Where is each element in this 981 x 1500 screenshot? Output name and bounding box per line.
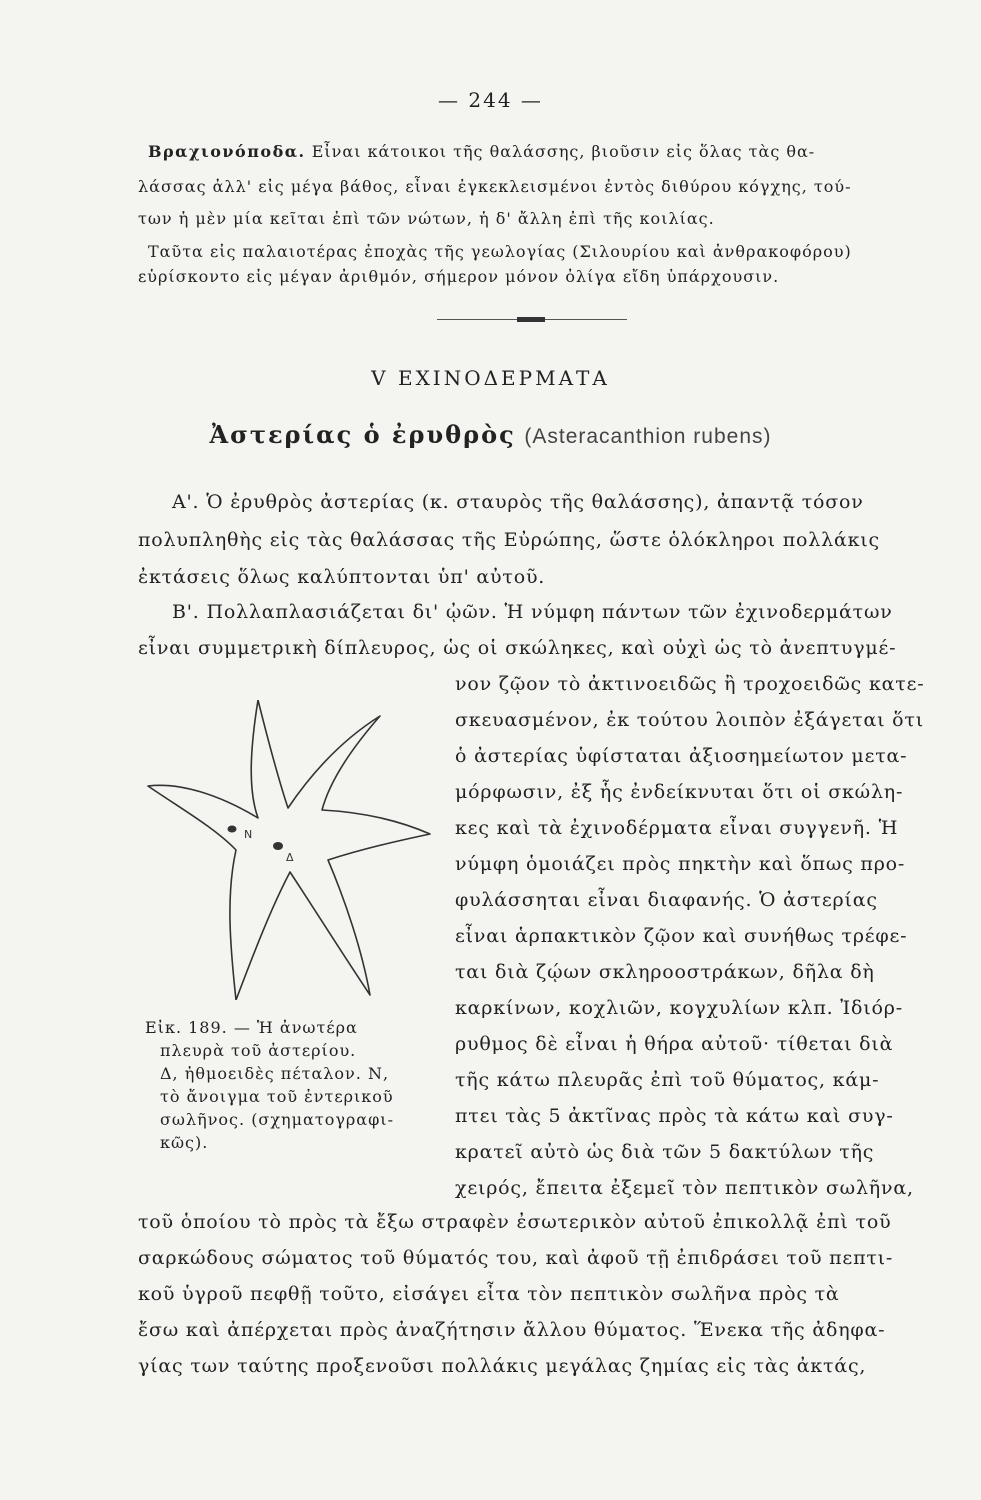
section-title: V ΕΧΙΝΟΔΕΡΜΑΤΑ bbox=[371, 366, 610, 390]
figure-label-n: N bbox=[244, 828, 253, 841]
bottom-line: τοῦ ὁποίου τὸ πρὸς τὰ ἔξω στραφὲν ἐσωτερικὸν αὐτοῦ ἐπικολλᾷ ἐπὶ τοῦ bbox=[138, 1211, 892, 1233]
figure-label-d: Δ bbox=[286, 851, 294, 864]
figure-caption-line: Δ, ἠθμοειδὲς πέταλον. Ν, bbox=[160, 1064, 390, 1083]
starfish-icon bbox=[140, 700, 450, 1000]
body-line: Α'. Ὁ ἐρυθρὸς ἀστερίας (κ. σταυρὸς τῆς θαλάσσης), ἀπαντᾷ τόσον bbox=[172, 491, 864, 513]
right-column-line: μόρφωσιν, ἐξ ἧς ἐνδείκνυται ὅτι οἱ σκώλη- bbox=[455, 781, 904, 803]
right-column-line: εἶναι ἁρπακτικὸν ζῷον καὶ συνήθως τρέφε- bbox=[455, 925, 908, 947]
right-column-line: ὁ ἀστερίας ὑφίσταται ἀξιοσημείωτον μετα- bbox=[455, 745, 908, 767]
right-column-line: σκευασμένον, ἐκ τούτου λοιπὸν ἐξάγεται ὅτι bbox=[455, 709, 924, 731]
right-column-line: ρυθμος δὲ εἶναι ἡ θήρα αὐτοῦ· τίθεται διὰ bbox=[455, 1033, 894, 1055]
right-column-line: κες καὶ τὰ ἐχινοδέρματα εἶναι συγγενῆ. Ἡ bbox=[455, 817, 899, 839]
right-column-line: ται διὰ ζῴων σκληροοστράκων, δῆλα δὴ bbox=[455, 961, 875, 983]
right-column-line: φυλάσσηται εἶναι διαφανής. Ὁ ἀστερίας bbox=[455, 889, 878, 911]
bottom-line: ἔσω καὶ ἀπέρχεται πρὸς ἀναζήτησιν ἄλλου θύματος. Ἕνεκα τῆς ἀδηφα- bbox=[138, 1319, 886, 1341]
body-line: Β'. Πολλαπλασιάζεται δι' ᾠῶν. Ἡ νύμφη πάντων τῶν ἐχινοδερμάτων bbox=[172, 601, 893, 623]
right-column-line: νύμφη ὁμοιάζει πρὸς πηκτὴν καὶ ὅπως προ- bbox=[455, 853, 906, 875]
intro-line-3: των ἡ μὲν μία κεῖται ἐπὶ τῶν νώτων, ἡ δ' ἄλλη ἐπὶ τῆς κοιλίας. bbox=[138, 209, 715, 228]
right-column-line: πτει τὰς 5 ἀκτῖνας πρὸς τὰ κάτω καὶ συγ- bbox=[455, 1105, 894, 1127]
intro-line-1-text: Εἶναι κάτοικοι τῆς θαλάσσης, βιοῦσιν εἰς ὅλας τὰς θα- bbox=[305, 142, 816, 161]
figure-caption-line: πλευρὰ τοῦ ἀστερίου. bbox=[160, 1041, 357, 1060]
subtitle-latin: (Asteracanthion rubens) bbox=[524, 425, 772, 448]
intro-line-5: εὑρίσκοντο εἰς μέγαν ἀριθμόν, σήμερον μόνον ὀλίγα εἴδη ὑπάρχουσιν. bbox=[138, 267, 780, 286]
right-column-line: νον ζῷον τὸ ἀκτινοειδῶς ἢ τροχοειδῶς κατε- bbox=[455, 673, 925, 695]
right-column-line: κρατεῖ αὐτὸ ὡς διὰ τῶν 5 δακτύλων τῆς bbox=[455, 1141, 875, 1163]
figure-caption-line: σωλῆνος. (σχηματογραφι- bbox=[160, 1110, 394, 1129]
right-column-line: καρκίνων, κοχλιῶν, κογχυλίων κλπ. Ἰδιόρ- bbox=[455, 997, 903, 1019]
section-divider bbox=[437, 319, 627, 320]
bottom-line: σαρκώδους σώματος τοῦ θύματός του, καὶ ἀφοῦ τῇ ἐπιδράσει τοῦ πεπτι- bbox=[138, 1247, 894, 1269]
figure-caption-line: Εἰκ. 189. — Ἡ ἀνωτέρα bbox=[145, 1018, 358, 1037]
bottom-line: κοῦ ὑγροῦ πεφθῇ τοῦτο, εἰσάγει εἶτα τὸν πεπτικὸν σωλῆνα πρὸς τὰ bbox=[138, 1283, 840, 1305]
body-line: ἐκτάσεις ὅλως καλύπτονται ὑπ' αὐτοῦ. bbox=[138, 566, 546, 588]
right-column-line: χειρός, ἔπειτα ἐξεμεῖ τὸν πεπτικὸν σωλῆνα, bbox=[455, 1177, 914, 1199]
figure-caption-line: κῶς). bbox=[160, 1133, 209, 1152]
body-line: πολυπληθὴς εἰς τὰς θαλάσσας τῆς Εὐρώπης, ὥστε ὁλόκληροι πολλάκις bbox=[138, 529, 880, 551]
divider-ornament bbox=[517, 317, 545, 322]
intro-line-2: λάσσας ἀλλ' εἰς μέγα βάθος, εἶναι ἐγκεκλεισμένοι ἐντὸς διθύρου κόγχης, τού- bbox=[138, 177, 852, 196]
body-line: εἶναι συμμετρικὴ δίπλευρος, ὡς οἱ σκώληκες, καὶ οὐχὶ ὡς τὸ ἀνεπτυγμέ- bbox=[138, 637, 897, 659]
intro-line-4: Ταῦτα εἰς παλαιοτέρας ἐποχὰς τῆς γεωλογίας (Σιλουρίου καὶ ἀνθρακοφόρου) bbox=[148, 242, 852, 261]
subtitle-greek: Ἀστερίας ὁ ἐρυθρὸς bbox=[209, 420, 516, 449]
starfish-figure bbox=[140, 700, 450, 1000]
right-column-line: τῆς κάτω πλευρᾶς ἐπὶ τοῦ θύματος, κάμ- bbox=[455, 1069, 880, 1091]
intro-heading: Βραχιονόποδα. bbox=[148, 142, 306, 161]
figure-caption-line: τὸ ἄνοιγμα τοῦ ἐντερικοῦ bbox=[160, 1087, 394, 1106]
intro-line-1 bbox=[148, 140, 815, 164]
bottom-line: γίας των ταύτης προξενοῦσι πολλάκις μεγάλας ζημίας εἰς τὰς ἀκτάς, bbox=[138, 1355, 867, 1377]
subtitle bbox=[0, 420, 981, 449]
page-number: — 244 — bbox=[438, 88, 543, 112]
